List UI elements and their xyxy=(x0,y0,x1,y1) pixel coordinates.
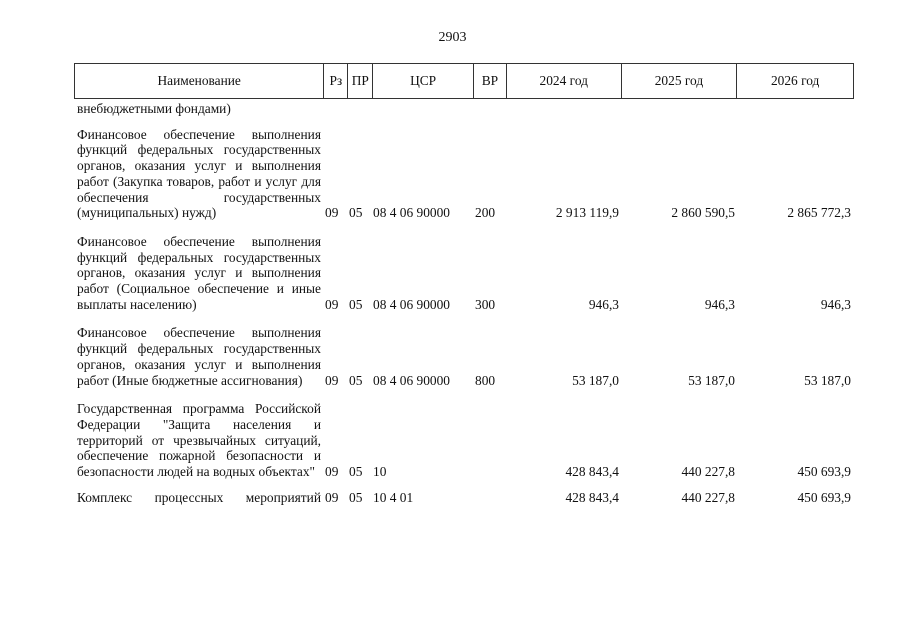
row-pr: 05 xyxy=(349,296,363,312)
row-pr: 05 xyxy=(349,489,363,505)
row-2025: 946,3 xyxy=(704,296,735,312)
table-body xyxy=(77,101,854,505)
row-2024: 428 843,4 xyxy=(565,464,619,480)
row-csr: 08 4 06 90000 xyxy=(373,205,450,221)
header-vr: ВР xyxy=(474,64,507,98)
row-csr: 10 xyxy=(373,464,387,480)
row-2025: 440 227,8 xyxy=(681,489,735,505)
row-name: Финансовое обеспечение выполнения функций федеральных государственных органов, оказания услуг и выполнения работ (Социальное обеспечение и иные выплаты населению) xyxy=(77,233,321,312)
row-csr: 08 4 06 90000 xyxy=(373,372,450,388)
header-2025: 2025 год xyxy=(622,64,738,98)
header-2024: 2024 год xyxy=(507,64,622,98)
row-2024: 946,3 xyxy=(588,296,619,312)
row-name: Финансовое обеспечение выполнения функций федеральных государственных органов, оказания услуг и выполнения работ (Закупка товаров, работ и услуг для обеспечения государственных (муниципальных) нужд) xyxy=(77,126,321,221)
row-2026: 450 693,9 xyxy=(797,489,851,505)
row-2025: 440 227,8 xyxy=(681,464,735,480)
row-2025: 53 187,0 xyxy=(688,372,735,388)
row-name: Комплекс процессных мероприятий xyxy=(77,489,321,505)
continuation-text: внебюджетными фондами) xyxy=(77,101,231,116)
row-csr: 10 4 01 xyxy=(373,489,414,505)
row-vr: 300 xyxy=(475,296,496,312)
row-rz: 09 xyxy=(325,489,339,505)
row-vr: 200 xyxy=(475,205,496,221)
row-rz: 09 xyxy=(325,205,339,221)
row-name: Государственная программа Российской Федерации "Защита населения и территорий от чрезвычайных ситуаций, обеспечение пожарной безопасности и безопасности людей на водных объектах" xyxy=(77,401,321,480)
header-name: Наименование xyxy=(75,64,324,98)
row-pr: 05 xyxy=(349,205,363,221)
table-row xyxy=(77,401,854,480)
continuation-row xyxy=(77,101,854,117)
row-csr: 08 4 06 90000 xyxy=(373,296,450,312)
row-pr: 05 xyxy=(349,372,363,388)
row-rz: 09 xyxy=(325,464,339,480)
row-2025: 2 860 590,5 xyxy=(671,205,735,221)
row-2024: 428 843,4 xyxy=(565,489,619,505)
row-2024: 2 913 119,9 xyxy=(555,205,619,221)
row-pr: 05 xyxy=(349,464,363,480)
header-2026: 2026 год xyxy=(770,73,820,88)
header-csr: ЦСР xyxy=(373,64,474,98)
row-rz: 09 xyxy=(325,372,339,388)
table-row xyxy=(77,127,854,221)
header-rz: Рз xyxy=(324,64,348,98)
row-2026: 2 865 772,3 xyxy=(787,205,851,221)
row-2026: 946,3 xyxy=(820,296,851,312)
row-2026: 53 187,0 xyxy=(804,372,851,388)
table-row xyxy=(77,490,854,506)
table-row xyxy=(77,234,854,313)
table-header xyxy=(74,63,854,99)
row-rz: 09 xyxy=(325,296,339,312)
header-pr: ПР xyxy=(348,64,373,98)
row-name: Финансовое обеспечение выполнения функций федеральных государственных органов, оказания услуг и выполнения работ (Иные бюджетные ассигнования) xyxy=(77,325,321,388)
row-2024: 53 187,0 xyxy=(572,372,619,388)
table-row xyxy=(77,325,854,388)
row-2026: 450 693,9 xyxy=(797,464,851,480)
page-number: 2903 xyxy=(438,30,467,45)
row-vr: 800 xyxy=(475,372,496,388)
